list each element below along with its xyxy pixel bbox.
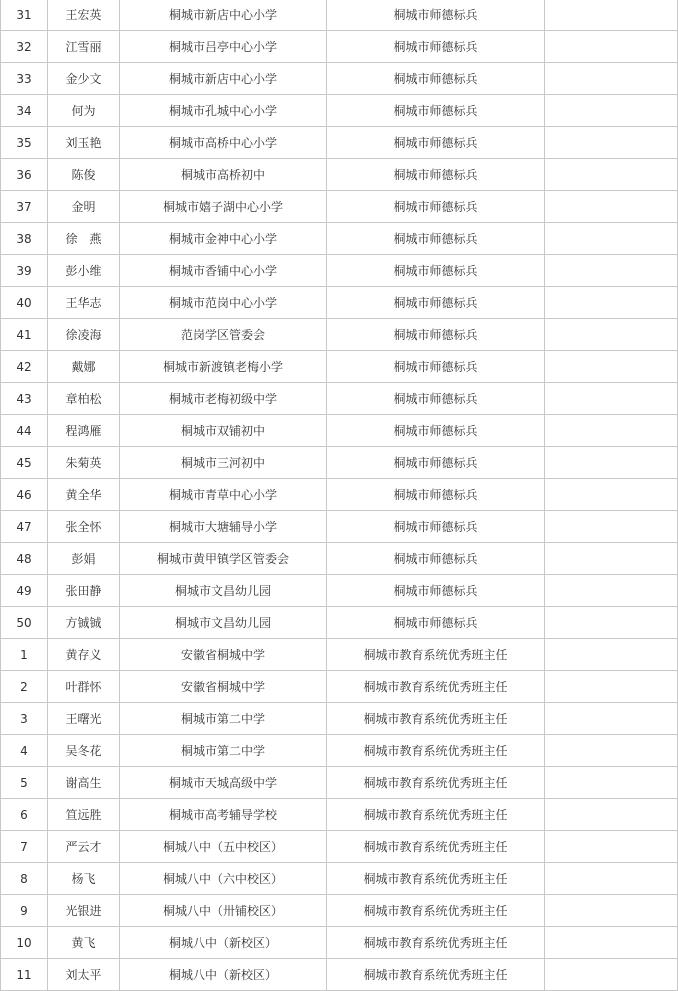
person-name-cell: 何为	[48, 95, 120, 127]
person-name-cell: 徐凌海	[48, 319, 120, 351]
school-name-cell: 桐城市老梅初级中学	[120, 383, 327, 415]
table-row	[1, 543, 678, 575]
row-number-cell: 32	[1, 31, 48, 63]
school-name-cell: 桐城市新店中心小学	[120, 0, 327, 31]
table-row	[1, 159, 678, 191]
table-row	[1, 31, 678, 63]
person-name-cell: 王宏英	[48, 0, 120, 31]
person-name-cell: 笪远胜	[48, 799, 120, 831]
person-name-cell: 谢高生	[48, 767, 120, 799]
school-name-cell: 桐城市高桥中心小学	[120, 127, 327, 159]
note-cell	[545, 447, 678, 479]
school-name-cell: 桐城市黄甲镇学区管委会	[120, 543, 327, 575]
honor-title-cell: 桐城市教育系统优秀班主任	[327, 639, 545, 671]
row-number-cell: 38	[1, 223, 48, 255]
school-name-cell: 桐城市新渡镇老梅小学	[120, 351, 327, 383]
person-name-cell: 陈俊	[48, 159, 120, 191]
note-cell	[545, 479, 678, 511]
row-number-cell: 46	[1, 479, 48, 511]
table-row	[1, 447, 678, 479]
person-name-cell: 严云才	[48, 831, 120, 863]
note-cell	[545, 575, 678, 607]
table-row	[1, 319, 678, 351]
row-number-cell: 6	[1, 799, 48, 831]
school-name-cell: 桐城市金神中心小学	[120, 223, 327, 255]
school-name-cell: 桐城市三河初中	[120, 447, 327, 479]
row-number-cell: 11	[1, 959, 48, 991]
honor-title-cell: 桐城市师德标兵	[327, 543, 545, 575]
honor-title-cell: 桐城市师德标兵	[327, 63, 545, 95]
note-cell	[545, 95, 678, 127]
row-number-cell: 9	[1, 895, 48, 927]
honor-title-cell: 桐城市师德标兵	[327, 191, 545, 223]
table-row	[1, 383, 678, 415]
row-number-cell: 33	[1, 63, 48, 95]
honor-title-cell: 桐城市师德标兵	[327, 287, 545, 319]
school-name-cell: 桐城市大塘辅导小学	[120, 511, 327, 543]
note-cell	[545, 415, 678, 447]
note-cell	[545, 511, 678, 543]
table-row	[1, 479, 678, 511]
honor-title-cell: 桐城市师德标兵	[327, 383, 545, 415]
row-number-cell: 37	[1, 191, 48, 223]
honor-title-cell: 桐城市师德标兵	[327, 31, 545, 63]
table-row	[1, 351, 678, 383]
row-number-cell: 42	[1, 351, 48, 383]
table-row	[1, 863, 678, 895]
note-cell	[545, 831, 678, 863]
honor-title-cell: 桐城市师德标兵	[327, 255, 545, 287]
honor-title-cell: 桐城市师德标兵	[327, 607, 545, 639]
note-cell	[545, 543, 678, 575]
person-name-cell: 吴冬花	[48, 735, 120, 767]
honor-title-cell: 桐城市教育系统优秀班主任	[327, 831, 545, 863]
school-name-cell: 桐城八中（新校区）	[120, 959, 327, 991]
table-row	[1, 191, 678, 223]
note-cell	[545, 31, 678, 63]
note-cell	[545, 863, 678, 895]
row-number-cell: 4	[1, 735, 48, 767]
note-cell	[545, 799, 678, 831]
person-name-cell: 光银进	[48, 895, 120, 927]
table-row	[1, 799, 678, 831]
note-cell	[545, 223, 678, 255]
note-cell	[545, 383, 678, 415]
row-number-cell: 45	[1, 447, 48, 479]
honor-title-cell: 桐城市教育系统优秀班主任	[327, 735, 545, 767]
honor-title-cell: 桐城市师德标兵	[327, 319, 545, 351]
honor-title-cell: 桐城市师德标兵	[327, 415, 545, 447]
person-name-cell: 黄存义	[48, 639, 120, 671]
note-cell	[545, 927, 678, 959]
table-row	[1, 575, 678, 607]
table-row	[1, 767, 678, 799]
person-name-cell: 金少文	[48, 63, 120, 95]
table-body	[1, 0, 678, 991]
note-cell	[545, 895, 678, 927]
row-number-cell: 3	[1, 703, 48, 735]
note-cell	[545, 63, 678, 95]
table-row	[1, 287, 678, 319]
person-name-cell: 徐 燕	[48, 223, 120, 255]
table-row	[1, 511, 678, 543]
school-name-cell: 桐城八中（卅铺校区）	[120, 895, 327, 927]
row-number-cell: 41	[1, 319, 48, 351]
person-name-cell: 刘太平	[48, 959, 120, 991]
row-number-cell: 49	[1, 575, 48, 607]
person-name-cell: 方铖铖	[48, 607, 120, 639]
school-name-cell: 桐城市嬉子湖中心小学	[120, 191, 327, 223]
person-name-cell: 朱菊英	[48, 447, 120, 479]
row-number-cell: 7	[1, 831, 48, 863]
table-row	[1, 255, 678, 287]
table-row	[1, 639, 678, 671]
honor-title-cell: 桐城市师德标兵	[327, 127, 545, 159]
person-name-cell: 程鸿雁	[48, 415, 120, 447]
person-name-cell: 黄全华	[48, 479, 120, 511]
person-name-cell: 金明	[48, 191, 120, 223]
person-name-cell: 张全怀	[48, 511, 120, 543]
school-name-cell: 桐城市文昌幼儿园	[120, 575, 327, 607]
school-name-cell: 桐城市吕亭中心小学	[120, 31, 327, 63]
honor-title-cell: 桐城市师德标兵	[327, 95, 545, 127]
table-row	[1, 703, 678, 735]
person-name-cell: 刘玉艳	[48, 127, 120, 159]
table-row	[1, 927, 678, 959]
school-name-cell: 桐城市新店中心小学	[120, 63, 327, 95]
person-name-cell: 彭娟	[48, 543, 120, 575]
table-row	[1, 671, 678, 703]
table-row	[1, 959, 678, 991]
row-number-cell: 31	[1, 0, 48, 31]
school-name-cell: 桐城八中（五中校区）	[120, 831, 327, 863]
row-number-cell: 35	[1, 127, 48, 159]
row-number-cell: 1	[1, 639, 48, 671]
school-name-cell: 桐城市香铺中心小学	[120, 255, 327, 287]
honor-title-cell: 桐城市师德标兵	[327, 511, 545, 543]
person-name-cell: 张田静	[48, 575, 120, 607]
note-cell	[545, 159, 678, 191]
row-number-cell: 10	[1, 927, 48, 959]
table-row	[1, 607, 678, 639]
table-row	[1, 223, 678, 255]
table-row	[1, 735, 678, 767]
person-name-cell: 王华志	[48, 287, 120, 319]
note-cell	[545, 671, 678, 703]
table-row	[1, 95, 678, 127]
school-name-cell: 安徽省桐城中学	[120, 671, 327, 703]
note-cell	[545, 0, 678, 31]
row-number-cell: 47	[1, 511, 48, 543]
school-name-cell: 桐城市天城高级中学	[120, 767, 327, 799]
honor-title-cell: 桐城市教育系统优秀班主任	[327, 959, 545, 991]
honor-title-cell: 桐城市师德标兵	[327, 159, 545, 191]
school-name-cell: 桐城市青草中心小学	[120, 479, 327, 511]
honor-title-cell: 桐城市师德标兵	[327, 223, 545, 255]
honor-title-cell: 桐城市师德标兵	[327, 447, 545, 479]
person-name-cell: 黄飞	[48, 927, 120, 959]
row-number-cell: 50	[1, 607, 48, 639]
honor-title-cell: 桐城市教育系统优秀班主任	[327, 927, 545, 959]
honor-title-cell: 桐城市师德标兵	[327, 575, 545, 607]
honor-title-cell: 桐城市师德标兵	[327, 479, 545, 511]
school-name-cell: 桐城市双铺初中	[120, 415, 327, 447]
row-number-cell: 48	[1, 543, 48, 575]
row-number-cell: 39	[1, 255, 48, 287]
note-cell	[545, 607, 678, 639]
person-name-cell: 叶群怀	[48, 671, 120, 703]
note-cell	[545, 351, 678, 383]
note-cell	[545, 735, 678, 767]
school-name-cell: 桐城市第二中学	[120, 703, 327, 735]
row-number-cell: 44	[1, 415, 48, 447]
note-cell	[545, 191, 678, 223]
row-number-cell: 8	[1, 863, 48, 895]
table-row	[1, 127, 678, 159]
person-name-cell: 戴娜	[48, 351, 120, 383]
school-name-cell: 安徽省桐城中学	[120, 639, 327, 671]
honor-title-cell: 桐城市教育系统优秀班主任	[327, 799, 545, 831]
school-name-cell: 桐城市孔城中心小学	[120, 95, 327, 127]
school-name-cell: 桐城八中（新校区）	[120, 927, 327, 959]
school-name-cell: 桐城八中（六中校区）	[120, 863, 327, 895]
note-cell	[545, 127, 678, 159]
school-name-cell: 范岗学区管委会	[120, 319, 327, 351]
honor-title-cell: 桐城市师德标兵	[327, 351, 545, 383]
row-number-cell: 43	[1, 383, 48, 415]
note-cell	[545, 255, 678, 287]
note-cell	[545, 703, 678, 735]
note-cell	[545, 767, 678, 799]
honor-title-cell: 桐城市师德标兵	[327, 0, 545, 31]
row-number-cell: 36	[1, 159, 48, 191]
person-name-cell: 章柏松	[48, 383, 120, 415]
row-number-cell: 40	[1, 287, 48, 319]
school-name-cell: 桐城市高考辅导学校	[120, 799, 327, 831]
honor-title-cell: 桐城市教育系统优秀班主任	[327, 863, 545, 895]
person-name-cell: 江雪丽	[48, 31, 120, 63]
table-row	[1, 63, 678, 95]
school-name-cell: 桐城市文昌幼儿园	[120, 607, 327, 639]
person-name-cell: 王曙光	[48, 703, 120, 735]
row-number-cell: 5	[1, 767, 48, 799]
person-name-cell: 杨飞	[48, 863, 120, 895]
table-row	[1, 0, 678, 31]
honor-title-cell: 桐城市教育系统优秀班主任	[327, 895, 545, 927]
table-row	[1, 415, 678, 447]
school-name-cell: 桐城市高桥初中	[120, 159, 327, 191]
note-cell	[545, 639, 678, 671]
person-name-cell: 彭小维	[48, 255, 120, 287]
table-row	[1, 895, 678, 927]
school-name-cell: 桐城市第二中学	[120, 735, 327, 767]
school-name-cell: 桐城市范岗中心小学	[120, 287, 327, 319]
table-row	[1, 831, 678, 863]
honor-title-cell: 桐城市教育系统优秀班主任	[327, 671, 545, 703]
honor-title-cell: 桐城市教育系统优秀班主任	[327, 767, 545, 799]
row-number-cell: 34	[1, 95, 48, 127]
note-cell	[545, 959, 678, 991]
note-cell	[545, 319, 678, 351]
row-number-cell: 2	[1, 671, 48, 703]
honor-title-cell: 桐城市教育系统优秀班主任	[327, 703, 545, 735]
note-cell	[545, 287, 678, 319]
